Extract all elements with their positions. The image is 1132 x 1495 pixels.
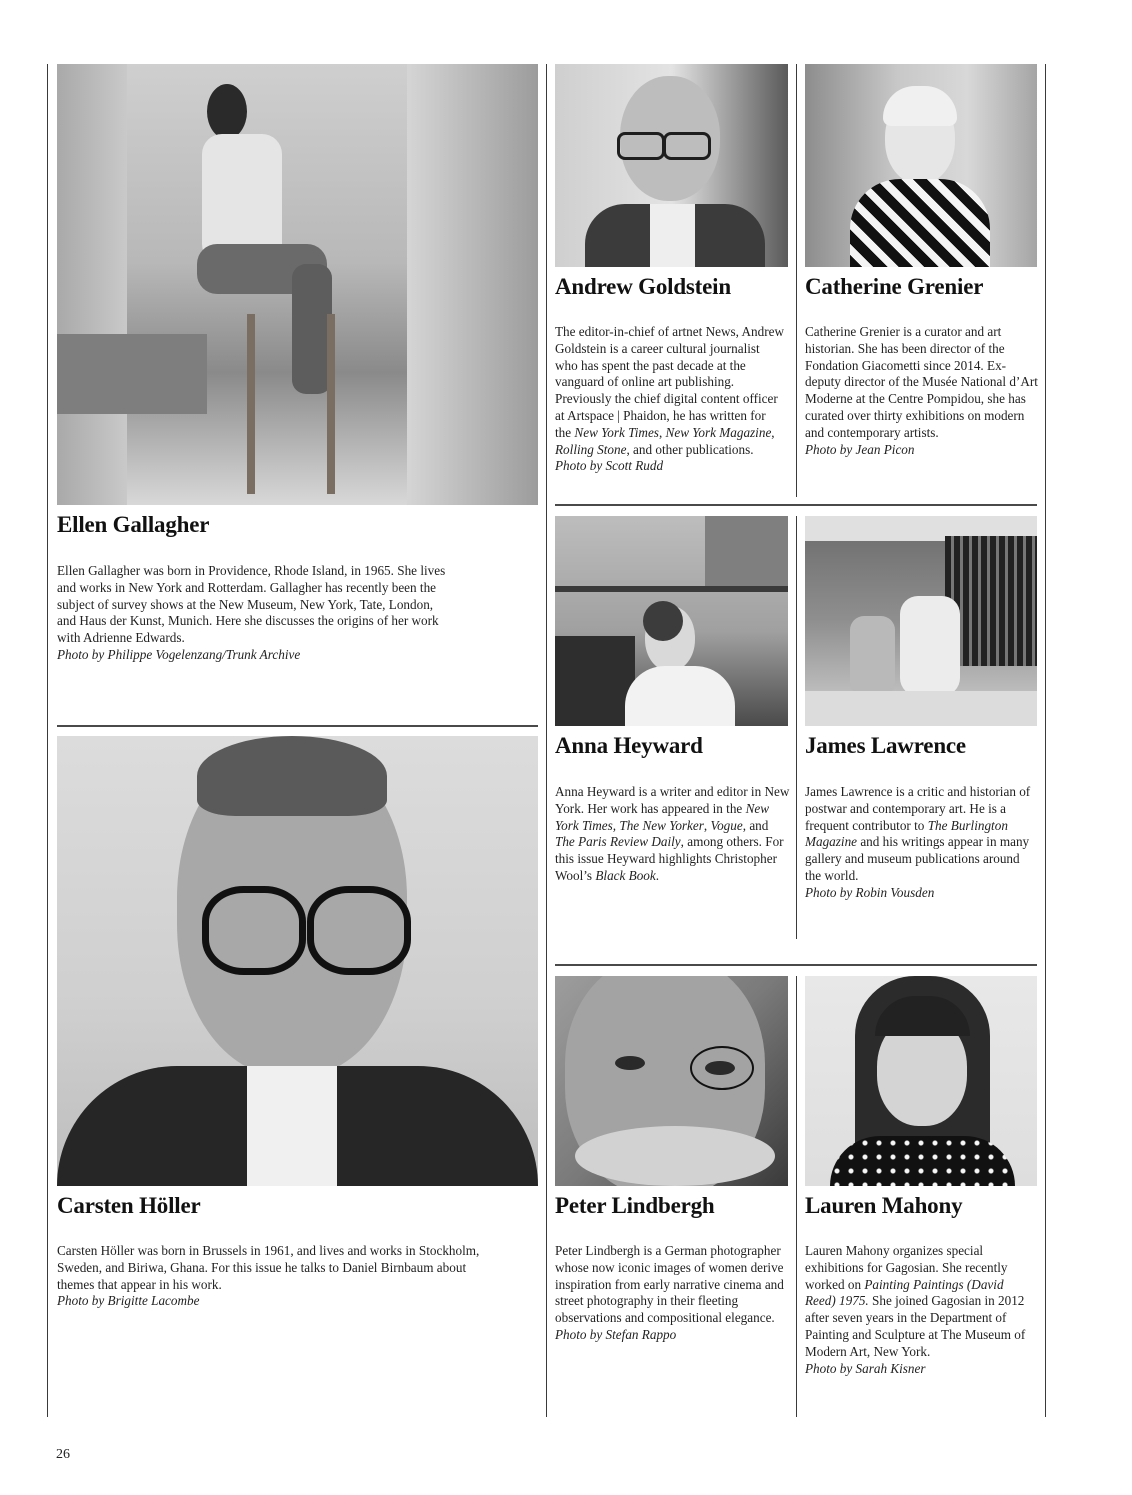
publication-title: New York Times, The New Yorker: [555, 800, 770, 833]
bio-text: Carsten Höller was born in Brussels in 1961, and lives and works in Stockholm, Sweden, and Biriwa, Ghana. For this issue he talks to Daniel Birnbaum about themes that appear in his work.: [57, 1243, 480, 1292]
column-rule-center: [546, 64, 547, 1417]
bio-text: ,: [703, 817, 711, 833]
contributor-photo: [57, 64, 538, 505]
column-rule-left: [47, 64, 48, 1417]
bio-text: Ellen Gallagher was born in Providence, Rhode Island, in 1965. She lives and works in New York and Rotterdam. Gallagher has recently been the subject of survey shows at the New Museum, New York, Tate, London, and Haus der Kunst, Munich. Here she discusses the origins of her work with Adrienne Edwards.: [57, 563, 446, 646]
bio-text: , and other publications.: [626, 441, 754, 457]
contributor-bio: [57, 563, 447, 664]
contributor-photo: [555, 64, 788, 267]
contributor-photo: [805, 516, 1037, 726]
contributor-name: Anna Heyward: [555, 733, 703, 758]
contributor-bio: [805, 1243, 1030, 1377]
bio-text: Peter Lindbergh is a German photographer whose now iconic images of women derive inspiration from early narrative cinema and street photography in their fleeting observations and compositional elegance.: [555, 1243, 784, 1326]
contributor-bio: [555, 324, 785, 475]
photo-credit: Photo by Brigitte Lacombe: [57, 1293, 200, 1309]
bio-text: .: [655, 867, 660, 883]
publication-title: Black Book: [595, 867, 656, 883]
contributor-bio: [57, 1243, 502, 1310]
contributor-photo: [555, 516, 788, 726]
contributor-photo: [555, 976, 788, 1186]
contributor-photo: [805, 64, 1037, 267]
contributor-name: Andrew Goldstein: [555, 274, 731, 299]
contributor-bio: [555, 784, 790, 885]
contributor-bio: [805, 324, 1040, 458]
contributor-name: Lauren Mahony: [805, 1193, 963, 1218]
publication-title: New York Magazine: [665, 424, 772, 440]
contributor-name: Peter Lindbergh: [555, 1193, 715, 1218]
photo-credit: Photo by Robin Vousden: [805, 884, 935, 900]
column-rule-right-inner: [796, 64, 797, 497]
bio-text: , among others. For this issue Heyward highlights Christopher Wool’s: [555, 834, 784, 883]
bio-text: ,: [771, 424, 775, 440]
section-divider: [555, 964, 1037, 966]
publication-title: The Burlington Magazine: [805, 817, 1008, 850]
bio-text: Anna Heyward is a writer and editor in New York. Her work has appeared in the: [555, 784, 790, 816]
contributor-bio: [555, 1243, 785, 1344]
bio-text: and his writings appear in many gallery and museum publications around the world.: [805, 834, 1030, 883]
contributor-name: Carsten Höller: [57, 1193, 201, 1218]
section-divider: [57, 725, 538, 727]
contributor-photo: [805, 976, 1037, 1186]
bio-text: The editor-in-chief of artnet News, Andrew Goldstein is a career cultural journalist who has spent the past decade at the vanguard of online art publishing. Previously the chief digital content officer at Artspace | Phaidon, he has written for the: [555, 324, 784, 440]
exhibition-title: Painting Paintings (David Reed) 1975.: [805, 1276, 1004, 1309]
bio-text: James Lawrence is a critic and historian of postwar and contemporary art. He is a frequent contributor to: [805, 784, 1031, 833]
bio-text: Lauren Mahony organizes special exhibitions for Gagosian. She recently worked on: [805, 1243, 1008, 1292]
section-divider: [555, 504, 1037, 506]
column-rule-right-inner: [796, 516, 797, 939]
bio-text: , and: [742, 817, 769, 833]
publication-title: New York Times: [574, 424, 659, 440]
photo-credit: Photo by Scott Rudd: [555, 458, 664, 474]
contributor-name: Catherine Grenier: [805, 274, 984, 299]
page-number: 26: [56, 1447, 70, 1462]
bio-text: She joined Gagosian in 2012 after seven years in the Department of Painting and Sculpture at The Museum of Modern Art, New York.: [805, 1293, 1026, 1359]
photo-credit: Photo by Sarah Kisner: [805, 1360, 926, 1376]
contributor-photo: [57, 736, 538, 1186]
bio-text: ,: [658, 424, 666, 440]
column-rule-right-inner: [796, 976, 797, 1417]
photo-credit: Photo by Jean Picon: [805, 441, 915, 457]
photo-credit: Photo by Stefan Rappo: [555, 1326, 677, 1342]
publication-title: Vogue: [710, 817, 743, 833]
contributor-name: James Lawrence: [805, 733, 966, 758]
bio-text: Catherine Grenier is a curator and art historian. She has been director of the Fondation Giacometti since 2014. Ex-deputy director of the Musée National d’Art Moderne at the Centre Pompidou, she has curated over thirty exhibitions on modern and contemporary artists.: [805, 324, 1038, 440]
contributor-bio: [805, 784, 1035, 902]
publication-title: The Paris Review Daily: [555, 834, 681, 850]
photo-credit: Photo by Philippe Vogelenzang/Trunk Archive: [57, 646, 301, 662]
publication-title: Rolling Stone: [555, 441, 627, 457]
contributor-name: Ellen Gallagher: [57, 512, 210, 537]
column-rule-right: [1045, 64, 1046, 1417]
